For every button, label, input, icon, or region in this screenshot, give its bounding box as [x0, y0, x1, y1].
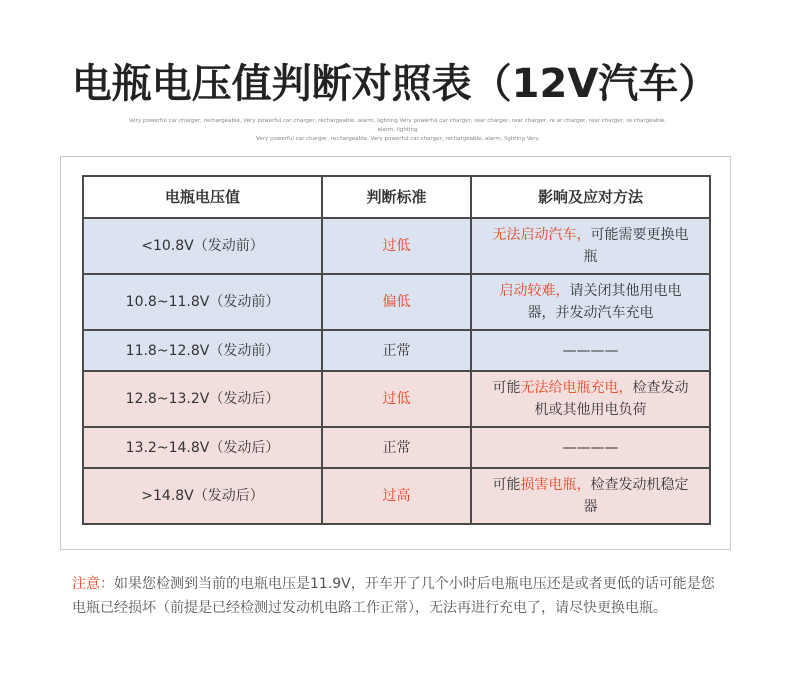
voltage-table	[82, 175, 711, 525]
effect-cell	[471, 218, 710, 274]
effect-text: 检查发动机稳定器	[583, 477, 689, 515]
voltage-cell: 12.8~13.2V（发动后）	[83, 371, 322, 427]
effect-warning: 损害电瓶，	[520, 477, 591, 493]
header-voltage: 电瓶电压值	[83, 176, 322, 218]
subtitle-line-1: Very powerful car charger, rechargeable, Very powerful car charger, rechargeable, alarm, lighting Very powerful car charger, rear charger, rear charger, re ar charger, rear charger, re chargeable, alarm, lighting	[128, 118, 667, 133]
subtitle	[120, 117, 675, 144]
effect-cell	[471, 274, 710, 330]
status-cell: 过低	[322, 371, 471, 427]
status-cell: 过低	[322, 218, 471, 274]
table-row	[83, 218, 710, 274]
effect-cell	[471, 468, 710, 524]
effect-warning: 无法给电瓶充电，	[520, 380, 633, 396]
effect-prefix: 可能	[492, 380, 521, 396]
header-effect: 影响及应对方法	[471, 176, 710, 218]
effect-cell: ————	[471, 427, 710, 468]
status-cell: 偏低	[322, 274, 471, 330]
note-text: 如果您检测到当前的电瓶电压是11.9V，开车开了几个小时后电瓶电压还是或者更低的话可能是您电瓶已经损坏（前提是已经检测过发动机电路工作正常），无法再进行充电了，请尽快更换电瓶。	[72, 576, 715, 616]
voltage-cell: <10.8V（发动前）	[83, 218, 322, 274]
table-row	[83, 371, 710, 427]
effect-cell: ————	[471, 330, 710, 371]
effect-warning: 启动较难，	[499, 283, 570, 299]
header-status: 判断标准	[322, 176, 471, 218]
effect-text: 请关闭其他用电电器，并发动汽车充电	[527, 283, 682, 321]
voltage-cell: >14.8V（发动后）	[83, 468, 322, 524]
table-row	[83, 468, 710, 524]
status-cell: 过高	[322, 468, 471, 524]
effect-warning: 无法启动汽车，	[492, 227, 591, 243]
status-cell: 正常	[322, 427, 471, 468]
note-paragraph	[72, 572, 722, 620]
table-row	[83, 274, 710, 330]
effect-text: 检查发动机或其他用电负荷	[534, 380, 689, 418]
table-row	[83, 427, 710, 468]
subtitle-line-2: Very powerful car charger, rechargeable, Very powerful car charger, rechargeable, alarm, lighting Very	[256, 136, 539, 142]
table-header-row	[83, 176, 710, 218]
status-cell: 正常	[322, 330, 471, 371]
effect-cell	[471, 371, 710, 427]
page-title: 电瓶电压值判断对照表（12V汽车）	[71, 61, 719, 107]
voltage-cell: 10.8~11.8V（发动前）	[83, 274, 322, 330]
note-label: 注意：	[72, 576, 114, 592]
voltage-cell: 11.8~12.8V（发动前）	[83, 330, 322, 371]
effect-prefix: 可能	[492, 477, 521, 493]
voltage-cell: 13.2~14.8V（发动后）	[83, 427, 322, 468]
effect-text: 可能需要更换电瓶	[583, 227, 689, 265]
table-row	[83, 330, 710, 371]
